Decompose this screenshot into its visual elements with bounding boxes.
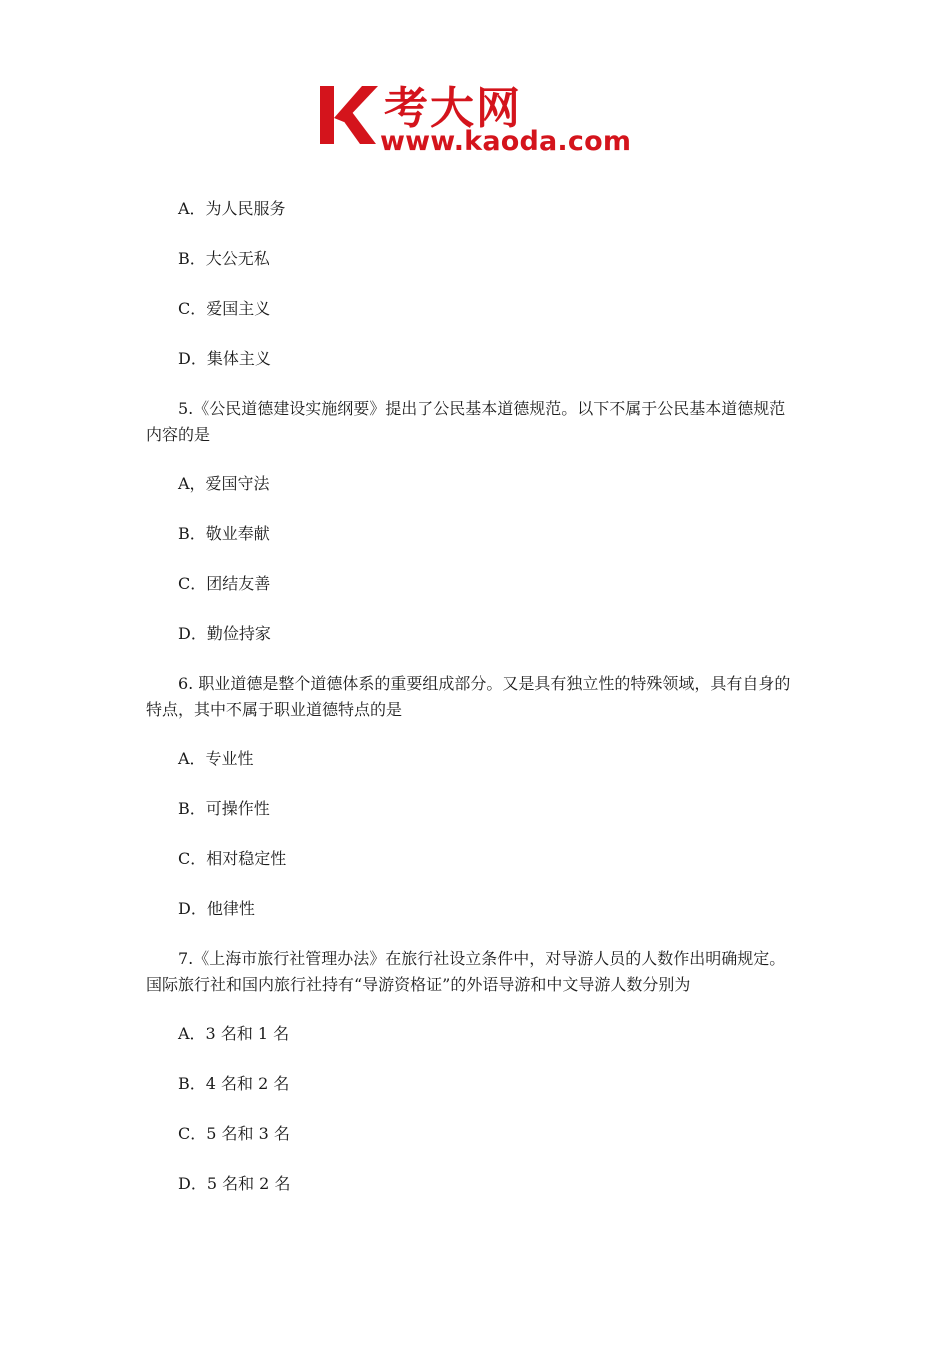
q6-option-c: C．相对稳定性 <box>178 849 287 868</box>
q7-stem-line2: 国际旅行社和国内旅行社持有“导游资格证”的外语导游和中文导游人数分别为 <box>146 975 691 994</box>
q7-option-c: C．5 名和 3 名 <box>178 1124 290 1143</box>
q7-stem-line1: 7.《上海市旅行社管理办法》在旅行社设立条件中，对导游人员的人数作出明确规定。 <box>178 949 786 968</box>
q5-option-d: D．勤俭持家 <box>178 624 271 643</box>
q5-option-a: A，爱国守法 <box>178 474 270 493</box>
q7-option-d: D．5 名和 2 名 <box>178 1174 291 1193</box>
q5-stem-line2: 内容的是 <box>146 425 211 444</box>
q6-option-b: B．可操作性 <box>178 799 270 818</box>
kaoda-logo[interactable] <box>318 78 638 160</box>
k-logo-icon <box>318 82 380 148</box>
q7-option-b: B．4 名和 2 名 <box>178 1074 290 1093</box>
q4-option-a: A．为人民服务 <box>178 199 286 218</box>
q4-option-d: D．集体主义 <box>178 349 271 368</box>
q6-option-a: A．专业性 <box>178 749 254 768</box>
q5-option-b: B．敬业奉献 <box>178 524 270 543</box>
q4-option-c: C．爱国主义 <box>178 299 271 318</box>
q6-stem-line2: 特点，其中不属于职业道德特点的是 <box>146 700 403 719</box>
q5-option-c: C．团结友善 <box>178 574 271 593</box>
q4-option-b: B．大公无私 <box>178 249 270 268</box>
q6-option-d: D．他律性 <box>178 899 255 918</box>
logo-title: 考大网 <box>384 83 522 134</box>
q6-stem-line1: 6. 职业道德是整个道德体系的重要组成部分。又是具有独立性的特殊领域，具有自身的 <box>178 674 791 693</box>
logo-url: www.kaoda.com <box>380 126 632 157</box>
q7-option-a: A．3 名和 1 名 <box>178 1024 290 1043</box>
q5-stem-line1: 5.《公民道德建设实施纲要》提出了公民基本道德规范。以下不属于公民基本道德规范 <box>178 399 786 418</box>
